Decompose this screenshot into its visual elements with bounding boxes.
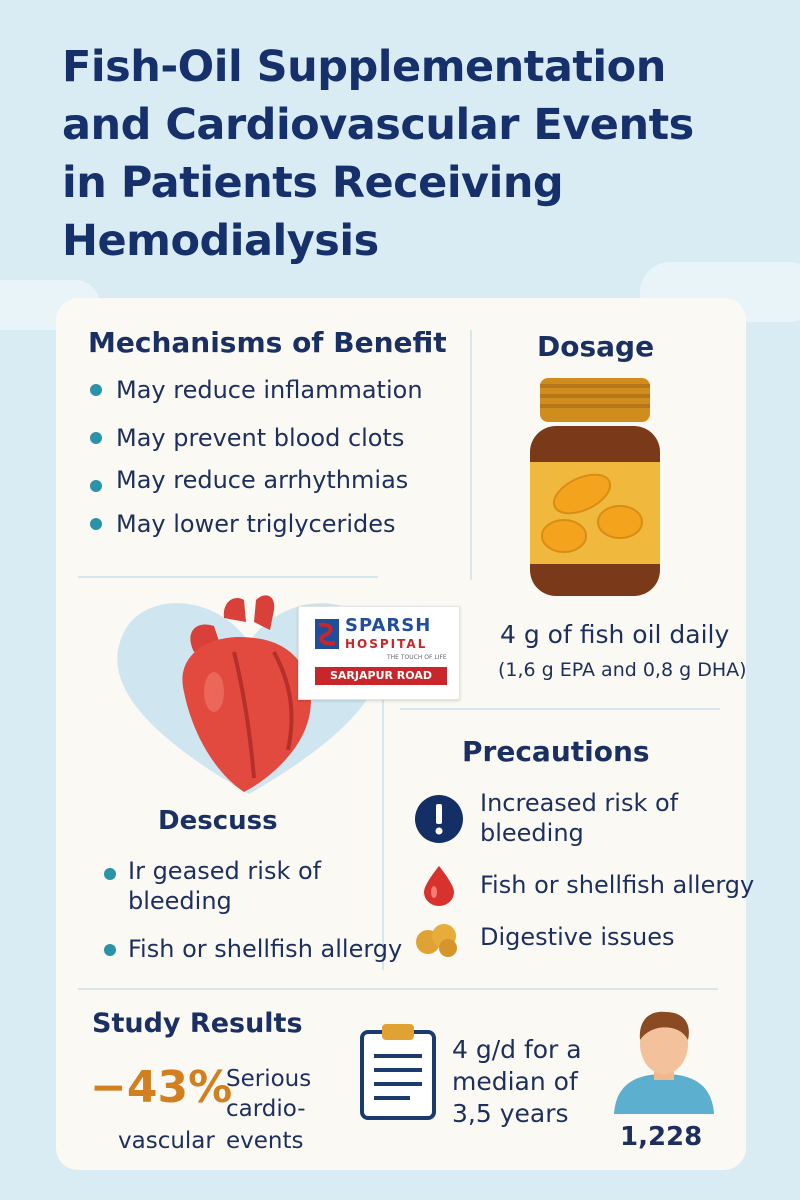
precaution-item: Increased risk of bleeding xyxy=(480,789,679,847)
reduction-label-4: events xyxy=(226,1128,304,1154)
page-title: Fish-Oil Supplementation and Cardiovascular Events in Patients Receiving Hemodialysis xyxy=(62,42,694,266)
bullet-dot xyxy=(104,868,116,880)
discuss-item: Ir geased risk of bleeding xyxy=(128,857,322,915)
mechanisms-heading: Mechanisms of Benefit xyxy=(88,326,447,359)
mechanism-item: May lower triglycerides xyxy=(116,510,396,538)
regimen-text: 4 g/d for a median of 3,5 years xyxy=(452,1035,582,1128)
hospital-logo xyxy=(298,606,460,700)
precautions-heading: Precautions xyxy=(462,735,650,768)
bullet-dot xyxy=(90,480,102,492)
reduction-label-1: Serious xyxy=(226,1066,312,1092)
bullet-dot xyxy=(90,432,102,444)
discuss-heading: Descuss xyxy=(158,806,278,836)
divider xyxy=(470,330,472,580)
supplement-bottle-icon xyxy=(520,378,670,602)
dosage-heading: Dosage xyxy=(537,330,655,363)
blood-drop-icon xyxy=(422,866,456,906)
exclamation-icon xyxy=(414,794,464,844)
discuss-item: Fish or shellfish allergy xyxy=(128,935,403,963)
clipboard-icon xyxy=(360,1022,436,1120)
dosage-amount: 4 g of fish oil daily xyxy=(500,620,730,649)
precaution-item: Digestive issues xyxy=(480,923,675,951)
divider xyxy=(400,708,720,710)
participants-count: 1,228 xyxy=(620,1122,703,1152)
bullet-dot xyxy=(104,944,116,956)
hospital-logo-mark-icon xyxy=(315,619,339,649)
mechanism-item: May reduce inflammation xyxy=(116,376,423,404)
mechanism-item: May reduce arrhythmias xyxy=(116,466,409,494)
divider xyxy=(78,988,718,990)
hospital-subname: HOSPITAL xyxy=(345,637,428,651)
hospital-location: SARJAPUR ROAD xyxy=(315,667,447,685)
bullet-dot xyxy=(90,518,102,530)
precaution-item: Fish or shellfish allergy xyxy=(480,871,755,899)
hospital-tagline: THE TOUCH OF LIFE xyxy=(387,654,447,661)
reduction-value: −43% xyxy=(90,1062,233,1113)
reduction-label-2: cardio- xyxy=(226,1096,306,1122)
divider xyxy=(78,576,378,578)
results-heading: Study Results xyxy=(92,1008,303,1039)
dosage-detail: (1,6 g EPA and 0,8 g DHA) xyxy=(498,659,747,681)
hospital-name: SPARSH xyxy=(345,615,432,636)
reduction-label-3: vascular xyxy=(118,1128,215,1154)
bullet-dot xyxy=(90,384,102,396)
digestive-icon xyxy=(414,922,462,958)
mechanism-item: May prevent blood clots xyxy=(116,424,405,452)
person-avatar-icon xyxy=(612,1004,716,1114)
